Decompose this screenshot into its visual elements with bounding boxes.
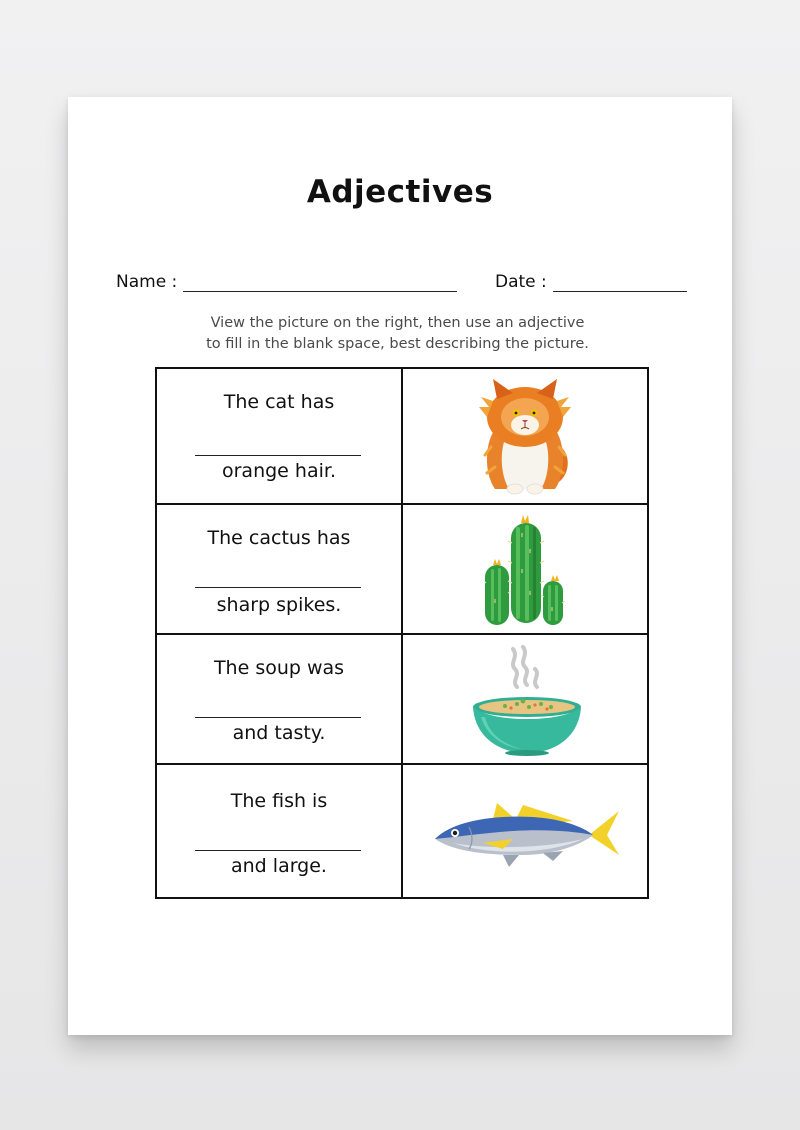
picture-cell [402, 634, 648, 764]
name-blank-line[interactable] [183, 273, 457, 292]
date-blank-line[interactable] [553, 273, 687, 292]
answer-blank[interactable] [195, 455, 361, 456]
answer-blank[interactable] [195, 850, 361, 851]
fish-picture [433, 799, 623, 871]
instructions [0, 313, 795, 355]
soup-bowl-picture [471, 641, 583, 757]
cat-picture [475, 377, 575, 497]
name-label: Name : [116, 272, 178, 292]
sentence-start: The cactus has [207, 527, 351, 549]
sentence-cell [156, 504, 402, 634]
instructions-line-2: to fill in the blank space, best describing the picture. [206, 336, 589, 352]
date-field [495, 272, 687, 292]
date-label: Date : [495, 272, 547, 292]
sentence-end: and large. [231, 855, 327, 877]
sentence-start: The soup was [213, 657, 345, 679]
picture-cell [402, 764, 648, 898]
sentence-end: sharp spikes. [216, 594, 342, 616]
name-field [116, 272, 457, 292]
bowl-base [505, 750, 549, 756]
cactus-right-stem [543, 581, 563, 625]
table-row [156, 368, 648, 504]
answer-blank[interactable] [195, 587, 361, 588]
table-row [156, 504, 648, 634]
page-title: Adjectives [306, 174, 494, 210]
sentence-end: and tasty. [232, 722, 326, 744]
sentence-start: The cat has [223, 391, 335, 413]
picture-cell [402, 368, 648, 504]
sentence-cell [156, 764, 402, 898]
sentence-start: The fish is [230, 790, 328, 812]
table-row [156, 764, 648, 898]
sentence-cell [156, 634, 402, 764]
cat-paw-left [507, 484, 523, 494]
steam-icon [513, 647, 537, 687]
answer-blank[interactable] [195, 717, 361, 718]
instructions-line-1: View the picture on the right, then use an adjective [210, 315, 585, 331]
cactus-left-stem [485, 565, 509, 625]
cactus-flower-top [521, 515, 529, 523]
sentence-end: orange hair. [222, 460, 336, 482]
sentence-cell [156, 368, 402, 504]
fish-dorsal-fin [493, 803, 513, 819]
table-row [156, 634, 648, 764]
exercise-table [155, 367, 649, 899]
cat-paw-right [527, 484, 543, 494]
fish-tail [589, 811, 619, 855]
picture-cell [402, 504, 648, 634]
cactus-flower-right [551, 575, 559, 581]
cactus-picture [485, 513, 565, 629]
cactus-flower-left [493, 559, 501, 565]
